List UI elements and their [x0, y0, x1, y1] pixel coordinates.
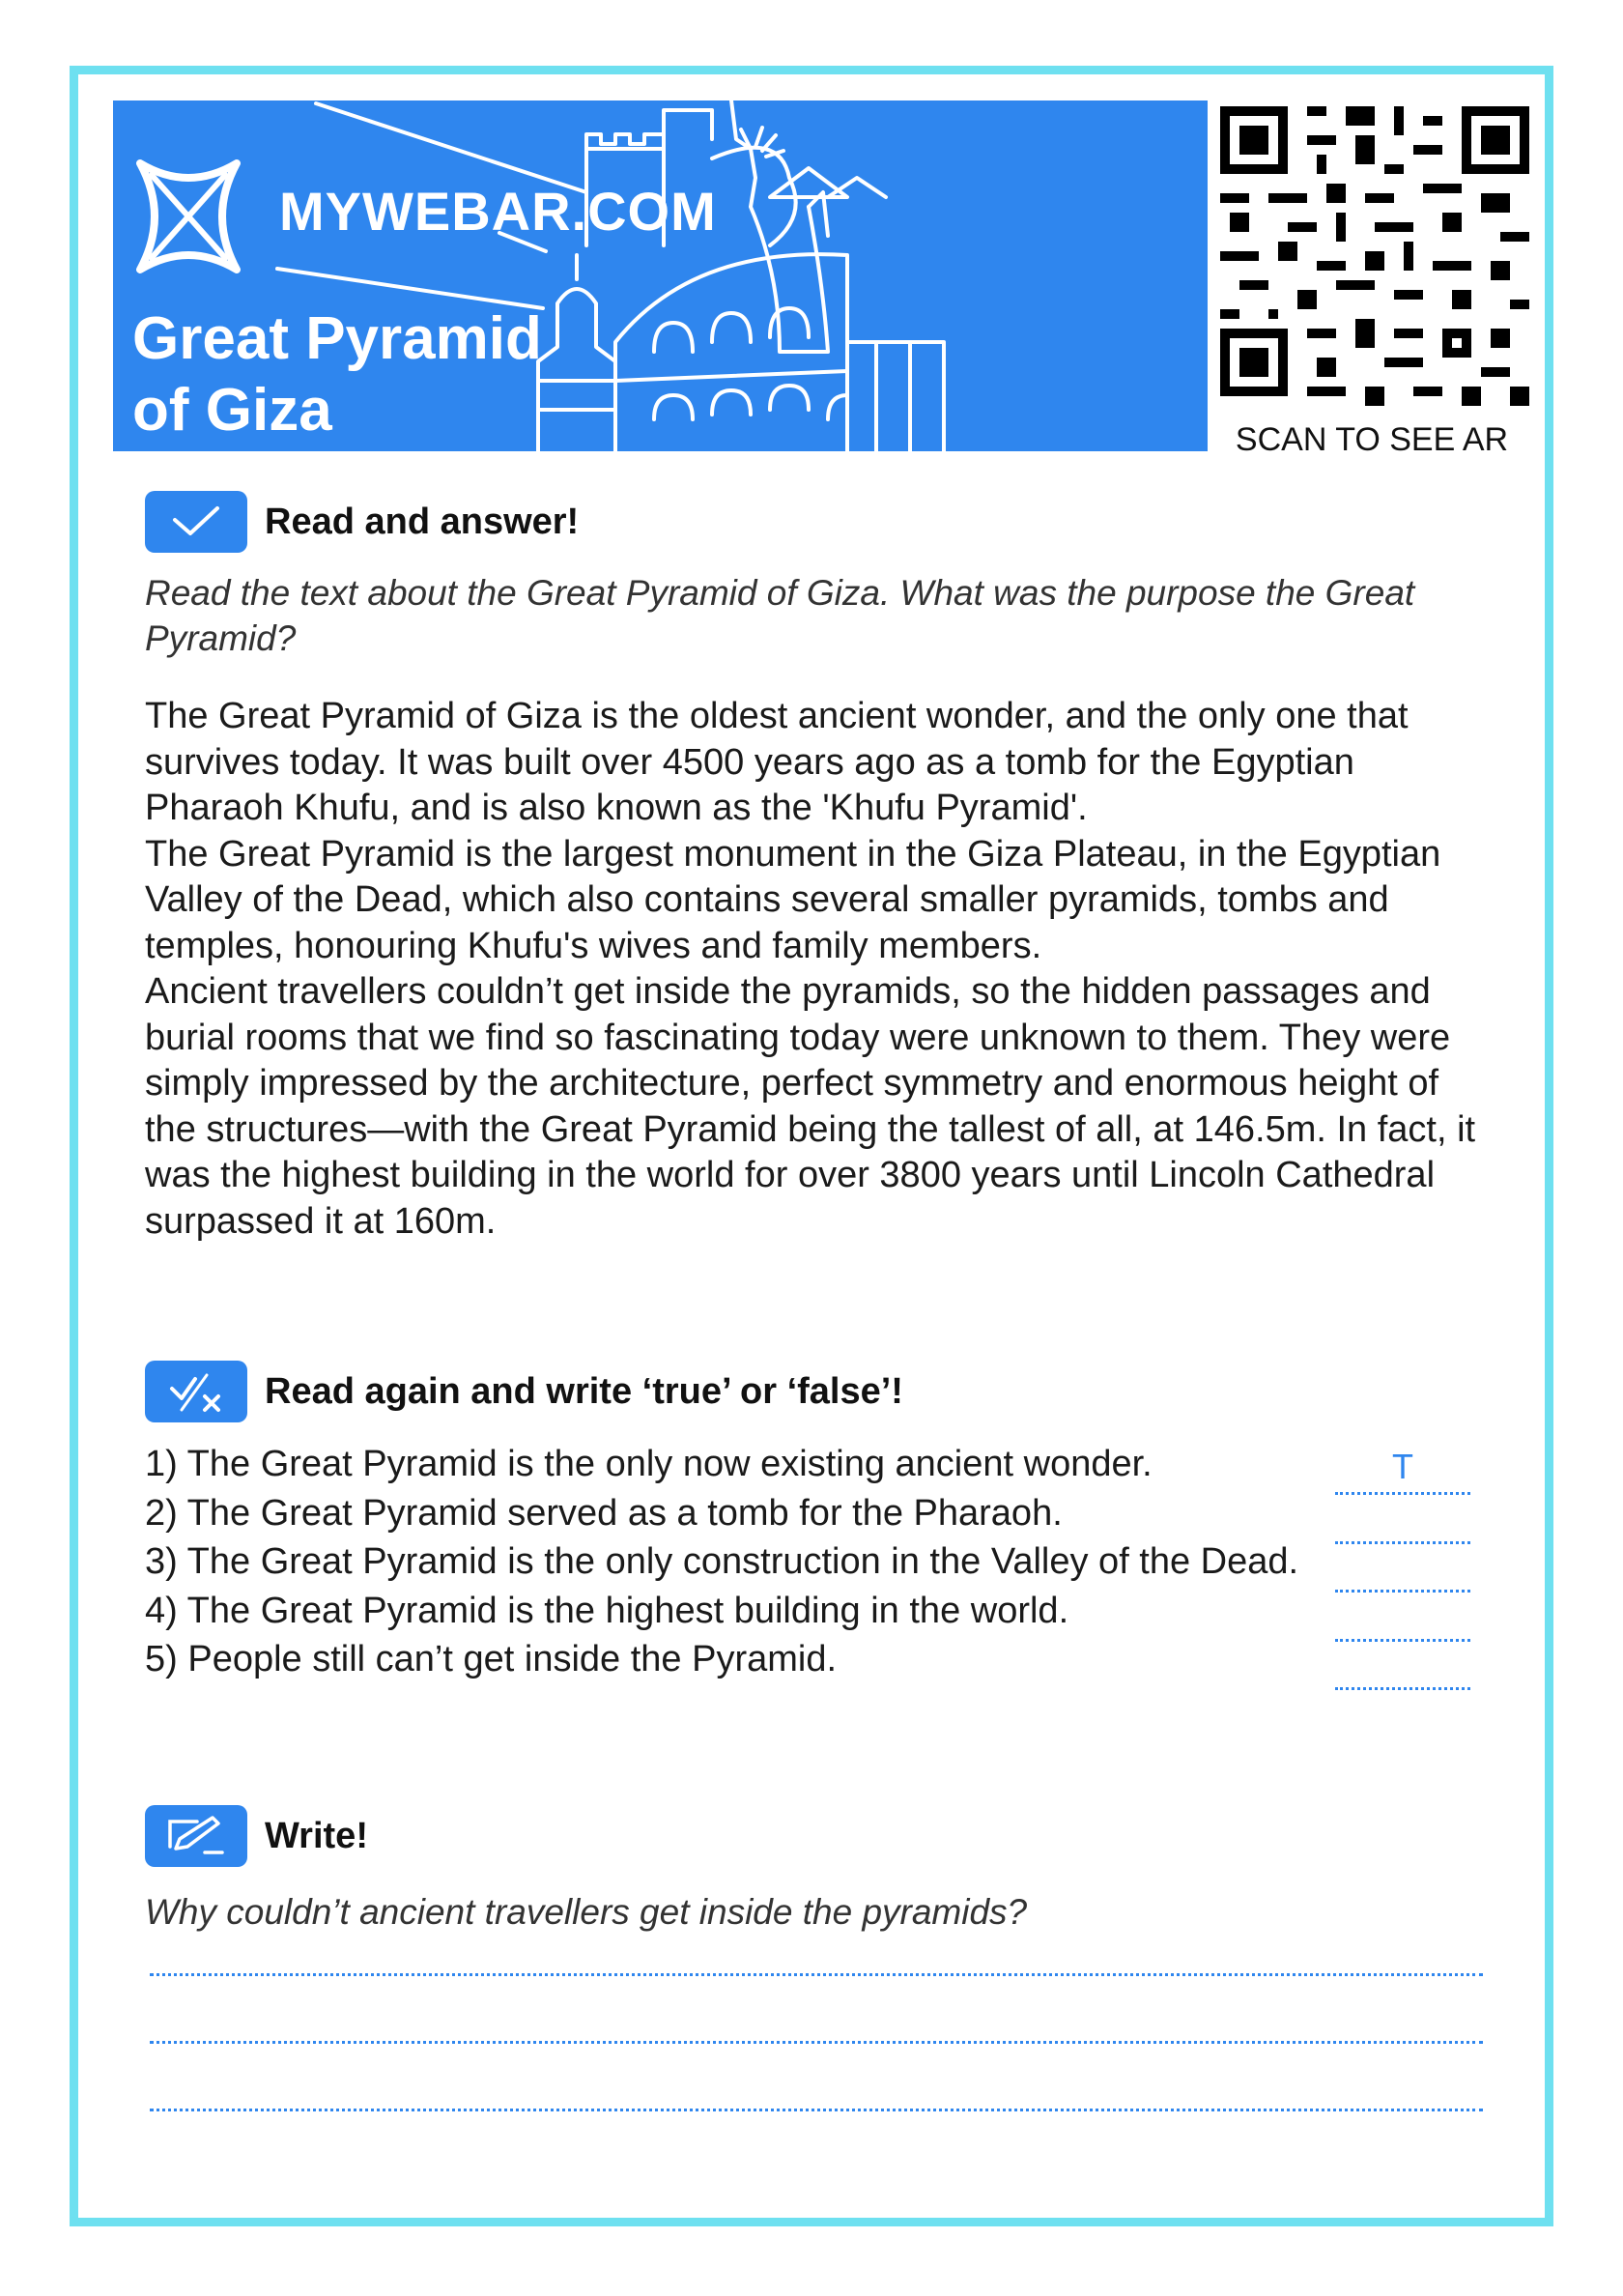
true-false-list: [145, 1440, 1497, 1684]
reading-text: [145, 694, 1497, 1245]
page-title: [132, 303, 542, 446]
section-heading: Write!: [265, 1815, 368, 1856]
statement: 1) The Great Pyramid is the only now existing ancient wonder.: [145, 1444, 1153, 1484]
header-banner: [113, 100, 1208, 451]
question-prompt: Why couldn’t ancient travellers get inside the pyramids?: [145, 1892, 1028, 1932]
section-heading: Read again and write ‘true’ or ‘false’!: [265, 1370, 903, 1412]
brand-name[interactable]: MYWEBAR.COM: [279, 181, 717, 242]
paragraph: Ancient travellers couldn’t get inside the pyramids, so the hidden passages and burial rooms that we find so fascinating today were unknown to them. They were simply impressed by the architecture, perfect symmetry and enormous height of the structures—with the Great Pyramid being the tallest of all, at 146.5m. In fact, it was the highest building in the world for over 3800 years until Lincoln Cathedral surpassed it at 160m.: [145, 971, 1476, 1242]
list-item: [145, 1635, 1497, 1684]
paragraph: The Great Pyramid is the largest monument in the Giza Plateau, in the Egyptian Valley of the Dead, which also contains several smaller pyramids, tombs and temples, honouring Khufu's wives and family members.: [145, 833, 1441, 966]
question-prompt: Read the text about the Great Pyramid of Giza. What was the purpose the Great Pyramid?: [145, 573, 1415, 658]
paragraph: The Great Pyramid of Giza is the oldest ancient wonder, and the only one that survives today. It was built over 4500 years ago as a tomb for the Egyptian Pharaoh Khufu, and is also known as the 'Khufu Pyramid'.: [145, 696, 1409, 828]
title-line-1: Great Pyramid: [132, 305, 542, 372]
statement: 4) The Great Pyramid is the highest building in the world.: [145, 1590, 1069, 1631]
section-write: [145, 1805, 368, 1867]
logo-mark-icon: [130, 154, 246, 279]
pen-write-icon: [145, 1805, 247, 1867]
answer-field[interactable]: T: [1335, 1449, 1470, 1495]
statement: 5) People still can’t get inside the Pyramid.: [145, 1639, 838, 1679]
statement: 3) The Great Pyramid is the only construction in the Valley of the Dead.: [145, 1541, 1299, 1582]
list-item: [145, 1587, 1497, 1636]
title-line-2: of Giza: [132, 377, 332, 444]
answer-line[interactable]: [150, 1973, 1483, 1976]
section-heading: Read and answer!: [265, 501, 580, 542]
answer-line[interactable]: [150, 2041, 1483, 2044]
section-read-and-answer: [145, 491, 579, 553]
answer-line[interactable]: [150, 2109, 1483, 2111]
statement: 2) The Great Pyramid served as a tomb for the Pharaoh.: [145, 1492, 1063, 1534]
check-cross-icon: [145, 1361, 247, 1422]
section-true-false: [145, 1361, 903, 1422]
list-item: [145, 1489, 1497, 1538]
answer-field[interactable]: [1335, 1645, 1470, 1690]
qr-code-icon[interactable]: [1210, 97, 1539, 416]
scan-label: SCAN TO SEE AR: [1235, 421, 1509, 458]
checkmark-icon: [145, 491, 247, 553]
list-item: [145, 1537, 1497, 1587]
list-item: [145, 1440, 1497, 1489]
